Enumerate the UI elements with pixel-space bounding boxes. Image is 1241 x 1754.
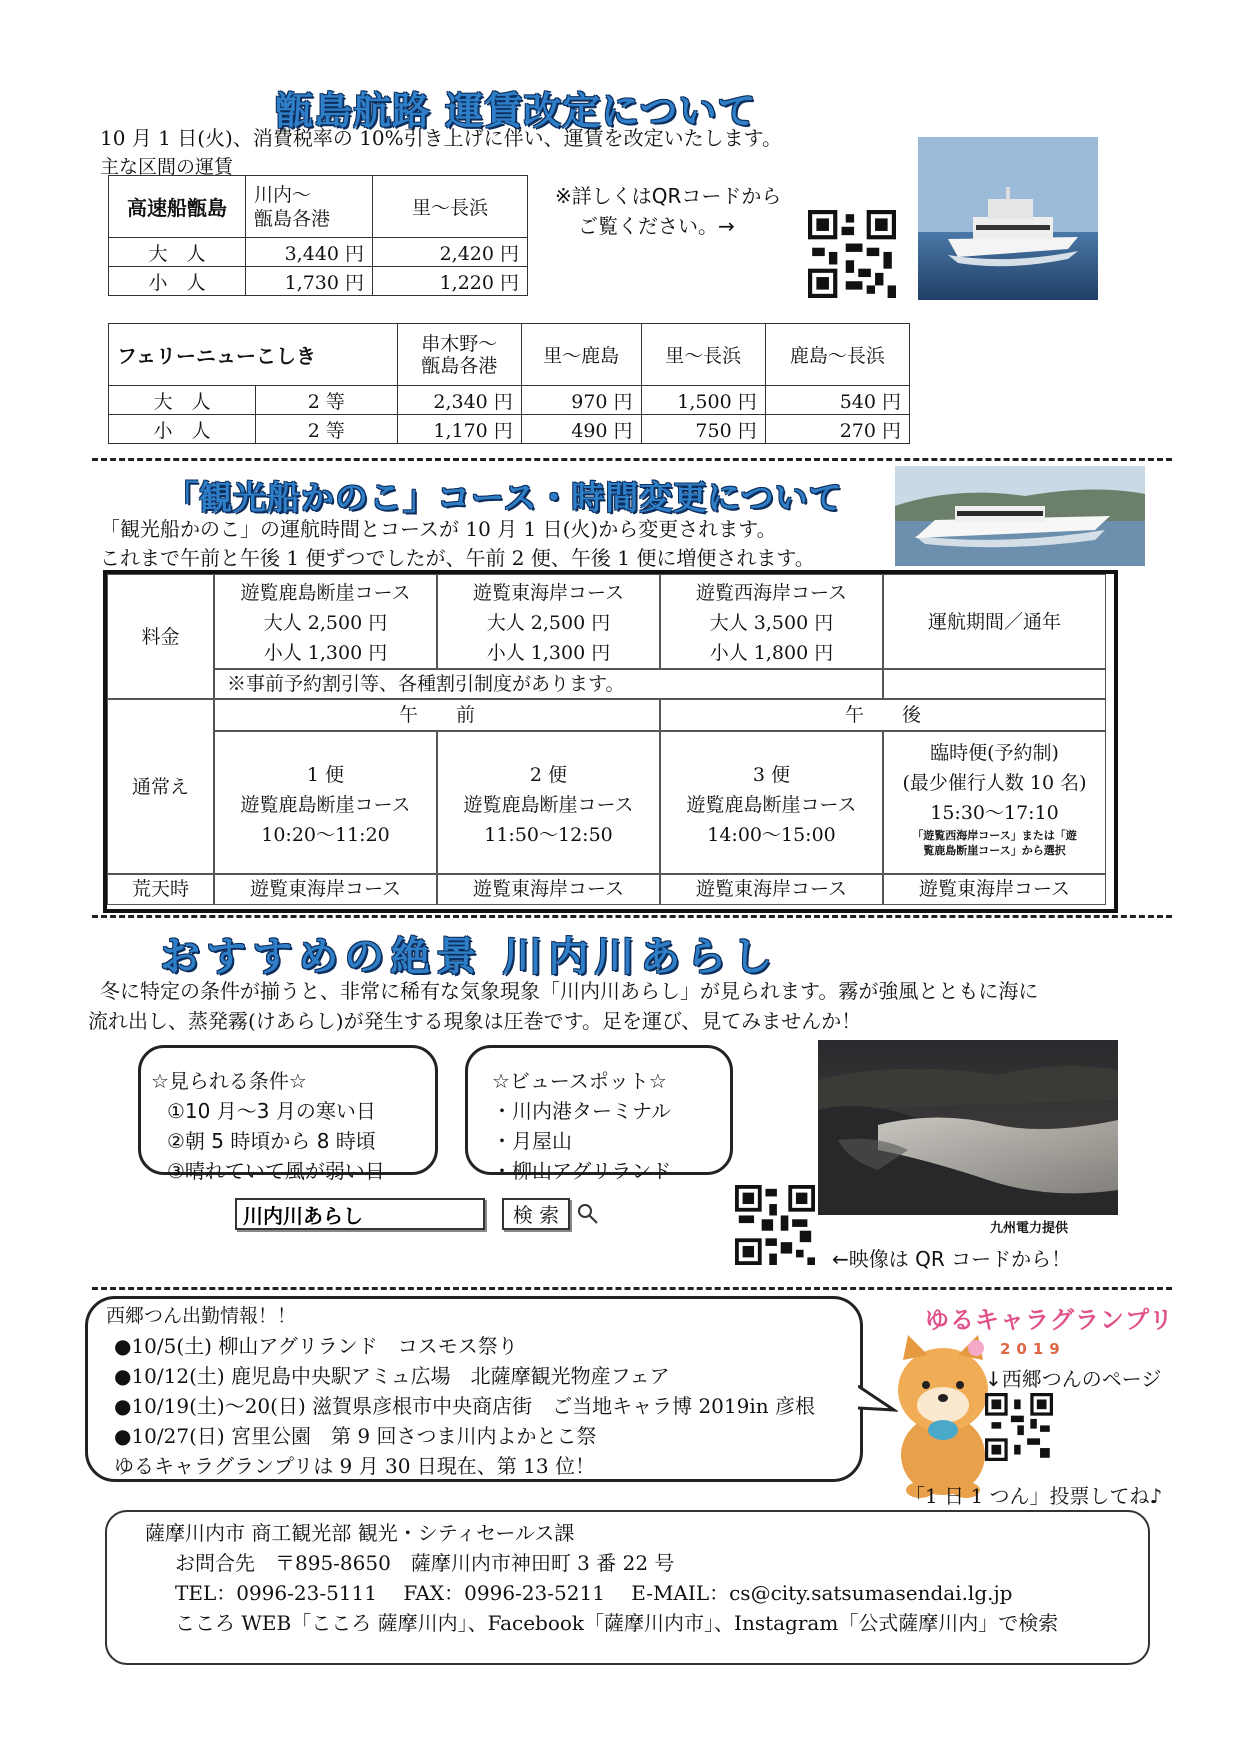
- fare-subhead: 主な区間の運賃: [100, 156, 234, 178]
- table-row: 大 人 2 等 2,340 円 970 円 1,500 円 540 円: [109, 386, 910, 415]
- am-header: 午 前: [214, 699, 660, 731]
- list-item: ●10/27(日) 宮里公園 第 9 回さつま川内よかとこ祭: [114, 1424, 597, 1448]
- table-row: 小 人 2 等 1,170 円 490 円 750 円 270 円: [109, 415, 910, 444]
- section-divider: [92, 458, 1172, 461]
- kanoko-title: 「観光船かのこ」コース・時間変更について: [165, 478, 843, 517]
- yurukyara-logo: ゆるキャラグランプリ: [925, 1306, 1175, 1334]
- ferry-col4: 鹿島〜長浜: [765, 324, 909, 386]
- section-divider: [92, 1287, 1172, 1290]
- normal-label: 通常え: [107, 699, 214, 874]
- kanoko-line2: これまで午前と午後 1 便ずつでしたが、午前 2 便、午後 1 便に増便されます。: [100, 546, 815, 570]
- table-row: 小 人 1,730 円 1,220 円: [109, 267, 528, 296]
- ferry-fare-table: [108, 323, 910, 444]
- arashi-body-1: 冬に特定の条件が揃うと、非常に稀有な気象現象「川内川あらし」が見られます。霧が強風とともに海に: [100, 979, 1039, 1003]
- contact-box: [105, 1510, 1150, 1665]
- highspeed-fare-table: [108, 175, 528, 296]
- course-cell: 遊覧鹿島断崖コース 大人 2,500 円 小人 1,300 円: [214, 574, 437, 669]
- contact-org: 薩摩川内市 商工観光部 観光・シティセールス課: [145, 1521, 575, 1545]
- course-cell: 遊覧西海岸コース 大人 3,500 円 小人 1,800 円: [660, 574, 883, 669]
- arashi-title: おすすめの絶景 川内川あらし: [160, 934, 779, 980]
- fare-title: 甑島航路 運賃改定について: [275, 89, 757, 133]
- kanoko-line1: 「観光船かのこ」の運航時間とコースが 10 月 1 日(火)から変更されます。: [100, 517, 777, 541]
- pm-header: 午 後: [660, 699, 1106, 731]
- ferry-name: フェリーニューこしき: [109, 324, 398, 386]
- contact-address: お問合先 〒895-8650 薩摩川内市神田町 3 番 22 号: [175, 1551, 675, 1575]
- highspeed-col2: 里〜長浜: [373, 176, 528, 238]
- storm-cell: 遊覧東海岸コース: [660, 874, 883, 905]
- table-row: 大 人 3,440 円 2,420 円: [109, 238, 528, 267]
- tsun-page-link[interactable]: ↓西郷つんのページ: [985, 1367, 1162, 1391]
- storm-cell: 遊覧東海岸コース: [214, 874, 437, 905]
- search-input[interactable]: [235, 1198, 485, 1230]
- highspeed-name: 高速船甑島: [109, 176, 246, 238]
- course-cell: 遊覧東海岸コース 大人 2,500 円 小人 1,300 円: [437, 574, 660, 669]
- list-item: ●10/5(土) 柳山アグリランド コスモス祭り: [114, 1334, 518, 1358]
- qr-code-icon[interactable]: [985, 1393, 1053, 1461]
- vote-note: 「1 日 1 つん」投票してね♪: [905, 1484, 1163, 1508]
- kanoko-schedule-table: [103, 570, 1118, 913]
- discount-cell: ※事前予約割引等、各種割引制度があります。: [214, 669, 883, 699]
- ferry-col1: 串木野〜 甑島各港: [397, 324, 521, 386]
- fare-intro: 10 月 1 日(火)、消費税率の 10%引き上げに伴い、運賃を改定いたします。: [100, 126, 783, 150]
- fee-label: 料金: [107, 574, 214, 699]
- video-note: ←映像は QR コードから！: [832, 1247, 1072, 1271]
- contact-tel: TEL：0996-23-5111 FAX：0996-23-5211 E-MAIL：cs@city.satsumasendai.lg.jp: [175, 1581, 1013, 1605]
- storm-cell: 遊覧東海岸コース: [883, 874, 1106, 905]
- list-item: ●10/12(土) 鹿児島中央駅アミュ広場 北薩摩観光物産フェア: [114, 1364, 670, 1388]
- view-spots-box: ☆ビュースポット☆ ・川内港ターミナル ・月屋山 ・柳山アグリランド: [465, 1045, 733, 1175]
- conditions-box: ☆見られる条件☆ ①10 月〜3 月の寒い日 ②朝 5 時頃から 8 時頃 ③晴れていて風が弱い日: [138, 1045, 438, 1175]
- trip-cell: 1 便 遊覧鹿島断崖コース 10:20〜11:20: [214, 731, 437, 874]
- ferry-col2: 里〜鹿島: [521, 324, 641, 386]
- search-icon[interactable]: [576, 1202, 600, 1226]
- trip-cell: 2 便 遊覧鹿島断崖コース 11:50〜12:50: [437, 731, 660, 874]
- extra-trip-cell: 臨時便(予約制) (最少催行人数 10 名) 15:30〜17:10 「遊覧西海岸コース」または「遊 覧鹿島断崖コース」から選択: [883, 731, 1106, 874]
- section-divider: [92, 915, 1172, 918]
- arashi-photo: [818, 1040, 1118, 1215]
- list-item: ●10/19(土)〜20(日) 滋賀県彦根市中央商店街 ご当地キャラ博 2019in 彦根: [114, 1394, 815, 1418]
- storm-label: 荒天時: [107, 874, 214, 905]
- highspeed-col1: 川内〜 甑島各港: [246, 176, 373, 238]
- qr-code-icon[interactable]: [735, 1185, 815, 1265]
- arashi-body-2: 流れ出し、蒸発霧(けあらし)が発生する現象は圧巻です。足を運び、見てみませんか！: [88, 1009, 862, 1033]
- photo-credit: 九州電力提供: [990, 1221, 1069, 1236]
- kanoko-boat-photo: [895, 466, 1145, 566]
- contact-web: こころ WEB「こころ 薩摩川内」、Facebook「薩摩川内市」、Instagram「公式薩摩川内」で検索: [175, 1611, 1059, 1635]
- ferry-col3: 里〜長浜: [641, 324, 765, 386]
- storm-cell: 遊覧東海岸コース: [437, 874, 660, 905]
- trip-cell: 3 便 遊覧鹿島断崖コース 14:00〜15:00: [660, 731, 883, 874]
- search-button[interactable]: 検 索: [502, 1198, 570, 1230]
- qr-note-2: ご覧ください。→: [578, 214, 735, 238]
- qr-code-icon[interactable]: [808, 210, 896, 298]
- period-cell: 運航期間／通年: [883, 574, 1106, 669]
- qr-note-1: ※詳しくはQRコードから: [555, 184, 782, 208]
- highspeed-ship-photo: [918, 137, 1098, 300]
- tsun-events-box: 西郷つん出勤情報！！ ●10/5(土) 柳山アグリランド コスモス祭り ●10/12(土) 鹿児島中央駅アミュ広場 北薩摩観光物産フェア ●10/19(土)〜20(日) 滋賀県彦根市中央商店街 ご当地キャラ博 2019in 彦根 ●10/27(日) 宮里公園 第 9 回さつま川内よかとこ祭 ゆるキャラグランプリは 9 月 30 日現在、第 13 位！: [85, 1296, 863, 1482]
- yurukyara-logo-year: 2019: [1000, 1340, 1066, 1358]
